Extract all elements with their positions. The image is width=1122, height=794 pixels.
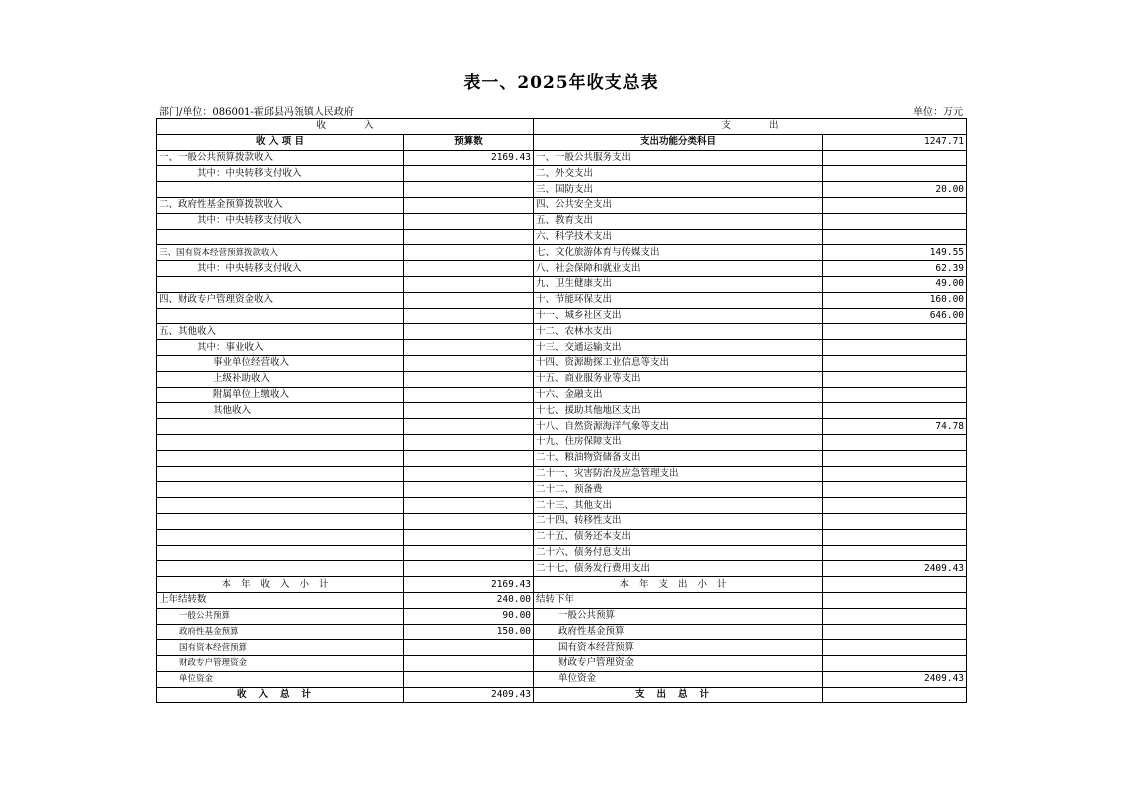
carry-expense-value xyxy=(823,640,967,656)
carry-income-value xyxy=(404,640,534,656)
income-value xyxy=(404,182,534,198)
income-value xyxy=(404,340,534,356)
carry-expense-value xyxy=(823,608,967,624)
income-value xyxy=(404,276,534,292)
expense-item: 九、卫生健康支出 xyxy=(534,276,823,292)
carry-income-item: 一般公共预算 xyxy=(157,608,404,624)
table-row xyxy=(157,434,967,450)
income-value xyxy=(404,213,534,229)
table-row xyxy=(157,340,967,356)
income-item xyxy=(157,308,404,324)
income-value xyxy=(404,498,534,514)
carry-income-item: 政府性基金预算 xyxy=(157,624,404,640)
income-item xyxy=(157,434,404,450)
carry-expense-item: 结转下年 xyxy=(534,592,823,608)
expense-top-value: 1247.71 xyxy=(823,134,967,150)
income-total-label: 收入总计 xyxy=(157,687,404,703)
table-row xyxy=(157,482,967,498)
page-title: 表一、2025年收支总表 xyxy=(463,73,659,93)
expense-item: 二十五、债务还本支出 xyxy=(534,529,823,545)
income-value xyxy=(404,434,534,450)
expense-value: 160.00 xyxy=(823,292,967,308)
table-row xyxy=(157,213,967,229)
table-row xyxy=(157,561,967,577)
total-row xyxy=(157,687,967,703)
expense-value xyxy=(823,403,967,419)
expense-total-label: 支出总计 xyxy=(534,687,823,703)
carry-expense-value xyxy=(823,592,967,608)
income-item: 上级补助收入 xyxy=(157,371,404,387)
table-row xyxy=(157,450,967,466)
income-item: 其中：中央转移支付收入 xyxy=(157,261,404,277)
table-row xyxy=(157,166,967,182)
income-value: 2169.43 xyxy=(404,150,534,166)
expense-item: 一、一般公共服务支出 xyxy=(534,150,823,166)
income-item xyxy=(157,545,404,561)
expense-item: 二、外交支出 xyxy=(534,166,823,182)
expense-item: 二十三、其他支出 xyxy=(534,498,823,514)
expense-item-header: 支出功能分类科目 xyxy=(534,134,823,150)
expense-total-value xyxy=(823,687,967,703)
income-value xyxy=(404,245,534,261)
expense-item: 十五、商业服务业等支出 xyxy=(534,371,823,387)
expense-subtotal-value xyxy=(823,577,967,593)
income-value xyxy=(404,308,534,324)
table-row xyxy=(157,529,967,545)
expense-item: 六、科学技术支出 xyxy=(534,229,823,245)
expense-item: 十七、援助其他地区支出 xyxy=(534,403,823,419)
expense-value: 646.00 xyxy=(823,308,967,324)
table-row xyxy=(157,466,967,482)
income-item xyxy=(157,450,404,466)
expense-value xyxy=(823,482,967,498)
carry-income-item: 单位资金 xyxy=(157,671,404,687)
expense-item: 二十六、债务付息支出 xyxy=(534,545,823,561)
expense-header: 支 出 xyxy=(534,119,967,135)
carry-row xyxy=(157,671,967,687)
carry-income-value: 90.00 xyxy=(404,608,534,624)
carry-expense-value xyxy=(823,656,967,672)
income-item xyxy=(157,498,404,514)
income-total-value: 2409.43 xyxy=(404,687,534,703)
expense-value xyxy=(823,213,967,229)
income-value xyxy=(404,229,534,245)
budget-summary-table xyxy=(156,118,967,703)
table-row xyxy=(157,150,967,166)
expense-item: 十三、交通运输支出 xyxy=(534,340,823,356)
income-item: 四、财政专户管理资金收入 xyxy=(157,292,404,308)
expense-value: 62.39 xyxy=(823,261,967,277)
table-row xyxy=(157,245,967,261)
expense-value xyxy=(823,229,967,245)
table-row xyxy=(157,276,967,292)
table-row xyxy=(157,513,967,529)
income-value xyxy=(404,261,534,277)
expense-value: 2409.43 xyxy=(823,561,967,577)
income-item xyxy=(157,229,404,245)
expense-item: 二十一、灾害防治及应急管理支出 xyxy=(534,466,823,482)
expense-value: 49.00 xyxy=(823,276,967,292)
carry-income-value: 150.00 xyxy=(404,624,534,640)
expense-item: 十六、金融支出 xyxy=(534,387,823,403)
subtotal-row xyxy=(157,577,967,593)
income-item xyxy=(157,276,404,292)
carry-expense-item: 国有资本经营预算 xyxy=(534,640,823,656)
table-row xyxy=(157,324,967,340)
table-row xyxy=(157,308,967,324)
table-row xyxy=(157,182,967,198)
carry-income-value xyxy=(404,656,534,672)
income-item xyxy=(157,529,404,545)
carry-row xyxy=(157,592,967,608)
carry-row xyxy=(157,608,967,624)
expense-value xyxy=(823,466,967,482)
expense-value xyxy=(823,450,967,466)
expense-item: 五、教育支出 xyxy=(534,213,823,229)
expense-value xyxy=(823,355,967,371)
income-value xyxy=(404,561,534,577)
expense-item: 七、文化旅游体育与传媒支出 xyxy=(534,245,823,261)
table-row xyxy=(157,355,967,371)
expense-value xyxy=(823,340,967,356)
carry-income-item: 国有资本经营预算 xyxy=(157,640,404,656)
table-row xyxy=(157,387,967,403)
table-row xyxy=(157,419,967,435)
income-value xyxy=(404,545,534,561)
expense-value: 20.00 xyxy=(823,182,967,198)
income-item: 其中：事业收入 xyxy=(157,340,404,356)
expense-item: 二十二、预备费 xyxy=(534,482,823,498)
expense-value: 74.78 xyxy=(823,419,967,435)
table-row xyxy=(157,292,967,308)
carry-income-item: 财政专户管理资金 xyxy=(157,656,404,672)
expense-item: 三、国防支出 xyxy=(534,182,823,198)
expense-value xyxy=(823,324,967,340)
income-item: 其他收入 xyxy=(157,403,404,419)
income-value xyxy=(404,355,534,371)
income-item-header: 收 入 项 目 xyxy=(157,134,404,150)
expense-value xyxy=(823,434,967,450)
carry-row xyxy=(157,624,967,640)
income-value xyxy=(404,403,534,419)
table-row xyxy=(157,545,967,561)
expense-value xyxy=(823,387,967,403)
expense-item: 十四、资源勘探工业信息等支出 xyxy=(534,355,823,371)
table-row xyxy=(157,403,967,419)
income-item xyxy=(157,419,404,435)
expense-item: 十九、住房保障支出 xyxy=(534,434,823,450)
income-value xyxy=(404,450,534,466)
income-item: 事业单位经营收入 xyxy=(157,355,404,371)
income-subtotal-label: 本年收入小计 xyxy=(157,577,404,593)
income-item: 二、政府性基金预算拨款收入 xyxy=(157,197,404,213)
carry-expense-item: 政府性基金预算 xyxy=(534,624,823,640)
income-value xyxy=(404,529,534,545)
income-value xyxy=(404,482,534,498)
income-subtotal-value: 2169.43 xyxy=(404,577,534,593)
expense-item: 二十七、债务发行费用支出 xyxy=(534,561,823,577)
expense-value: 149.55 xyxy=(823,245,967,261)
income-value xyxy=(404,466,534,482)
table-row xyxy=(157,229,967,245)
expense-value xyxy=(823,545,967,561)
carry-income-value: 240.00 xyxy=(404,592,534,608)
income-item: 五、其他收入 xyxy=(157,324,404,340)
carry-expense-item: 财政专户管理资金 xyxy=(534,656,823,672)
carry-row xyxy=(157,640,967,656)
expense-value xyxy=(823,529,967,545)
expense-value xyxy=(823,498,967,514)
table-row xyxy=(157,498,967,514)
carry-expense-value xyxy=(823,624,967,640)
income-item xyxy=(157,482,404,498)
expense-item: 十二、农林水支出 xyxy=(534,324,823,340)
income-value xyxy=(404,513,534,529)
income-header: 收 入 xyxy=(157,119,534,135)
income-value xyxy=(404,166,534,182)
carry-row xyxy=(157,656,967,672)
carry-expense-value: 2409.43 xyxy=(823,671,967,687)
expense-item: 四、公共安全支出 xyxy=(534,197,823,213)
expense-item: 十、节能环保支出 xyxy=(534,292,823,308)
carry-income-value xyxy=(404,671,534,687)
carry-expense-item: 一般公共预算 xyxy=(534,608,823,624)
income-item xyxy=(157,182,404,198)
expense-value xyxy=(823,197,967,213)
income-item: 一、一般公共预算拨款收入 xyxy=(157,150,404,166)
income-item xyxy=(157,466,404,482)
header-row-1 xyxy=(157,119,967,135)
income-value xyxy=(404,197,534,213)
expense-item: 十一、城乡社区支出 xyxy=(534,308,823,324)
table-row xyxy=(157,261,967,277)
carry-expense-item: 单位资金 xyxy=(534,671,823,687)
expense-item: 二十、粮油物资储备支出 xyxy=(534,450,823,466)
expense-value xyxy=(823,166,967,182)
carry-income-item: 上年结转数 xyxy=(157,592,404,608)
income-value xyxy=(404,324,534,340)
income-item xyxy=(157,561,404,577)
income-value xyxy=(404,292,534,308)
expense-item: 十八、自然资源海洋气象等支出 xyxy=(534,419,823,435)
income-value xyxy=(404,387,534,403)
unit-label: 单位：万元 xyxy=(913,107,963,118)
table-row xyxy=(157,371,967,387)
income-item: 其中：中央转移支付收入 xyxy=(157,166,404,182)
expense-item: 八、社会保障和就业支出 xyxy=(534,261,823,277)
income-item: 其中：中央转移支付收入 xyxy=(157,213,404,229)
income-item: 附属单位上缴收入 xyxy=(157,387,404,403)
expense-item: 二十四、转移性支出 xyxy=(534,513,823,529)
expense-subtotal-label: 本年支出小计 xyxy=(534,577,823,593)
expense-value xyxy=(823,371,967,387)
income-item: 三、国有资本经营预算拨款收入 xyxy=(157,245,404,261)
expense-value xyxy=(823,513,967,529)
budget-header: 预算数 xyxy=(404,134,534,150)
department-label: 部门/单位：086001-霍邱县冯瓴镇人民政府 xyxy=(159,107,354,118)
income-item xyxy=(157,513,404,529)
income-value xyxy=(404,419,534,435)
income-value xyxy=(404,371,534,387)
expense-value xyxy=(823,150,967,166)
table-row xyxy=(157,197,967,213)
header-row-2 xyxy=(157,134,967,150)
